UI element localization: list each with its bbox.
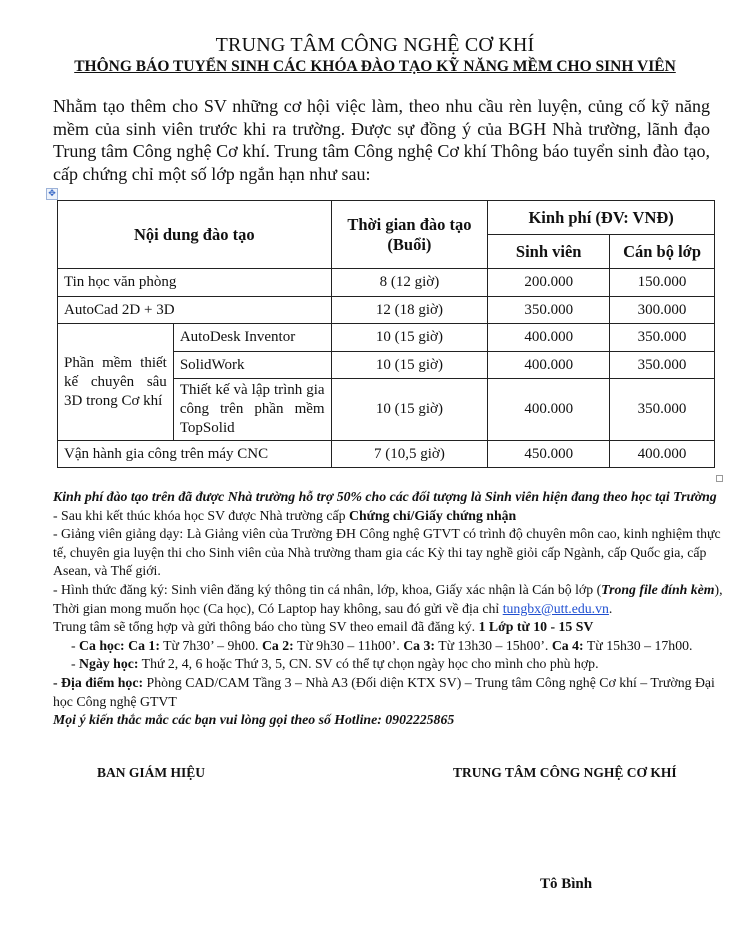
signer-name: Tô Bình: [540, 876, 593, 892]
course-name: SolidWork: [173, 352, 331, 379]
course-duration: 10 (15 giờ): [331, 352, 488, 379]
shifts-label: Ca học:: [79, 637, 125, 653]
course-duration: 8 (12 giờ): [331, 269, 488, 297]
course-group-label: Phần mềm thiết kế chuyên sâu 3D trong Cơ khí: [58, 324, 174, 441]
move-arrows-icon[interactable]: ✥: [46, 188, 58, 200]
course-name: Tin học văn phòng: [58, 269, 332, 297]
email-link[interactable]: tungbx@utt.edu.vn: [502, 600, 609, 616]
register-attach: Trong file đính kèm: [601, 581, 715, 597]
days-note: - Ngày học: Thứ 2, 4, 6 hoặc Thứ 3, 5, CN. SV có thể tự chọn ngày học cho mình cho phù hợp.: [71, 656, 599, 672]
summary-text: Trung tâm sẽ tổng hợp và gửi thông báo cho tùng SV theo email đã đăng ký.: [53, 619, 479, 635]
fee-student: 400.000: [488, 324, 610, 352]
register-text: - Hình thức đăng ký: Sinh viên đăng ký thông tin cá nhân, lớp, khoa, Giấy xác nhận là Cán bộ lớp (: [53, 581, 602, 597]
shift-label: Ca 1:: [128, 637, 160, 653]
fee-student: 350.000: [488, 297, 610, 324]
days-label: Ngày học:: [79, 656, 139, 672]
register-note: [53, 581, 723, 618]
fee-officer: 400.000: [610, 441, 715, 468]
support-note: Kinh phí đào tạo trên đã được Nhà trường hỗ trợ 50% cho các đối tượng là Sinh viên hiện đang theo học tại Trường: [53, 489, 717, 504]
intro-paragraph: Nhằm tạo thêm cho SV những cơ hội việc làm, theo nhu cầu rèn luyện, củng cố kỹ năng mềm của sinh viên trước khi ra trường. Được sự đồng ý của BGH Nhà trường, lãnh đạo Trung tâm Công nghệ Cơ khí. Trung tâm Công nghệ Cơ khí Thông báo tuyển sinh đào tạo, cấp chứng chỉ một số lớp ngắn hạn như sau:: [53, 96, 710, 184]
location-label: - Địa điểm học:: [53, 674, 144, 690]
shifts-note: - Ca học: Ca 1: Từ 7h30’ – 9h00. Ca 2: Từ 9h30 – 11h00’. Ca 3: Từ 13h30 – 15h00’. Ca 4: Từ 15h30 – 17h00.: [71, 637, 693, 653]
fee-officer: 350.000: [610, 352, 715, 379]
fee-table: [57, 200, 715, 468]
course-name: Vận hành gia công trên máy CNC: [58, 441, 332, 468]
shift-time: Từ 9h30 – 11h00’.: [296, 637, 400, 653]
certificate-bold: Chứng chỉ/Giấy chứng nhận: [348, 507, 517, 523]
register-mid: ), Thời gian mong muốn học (Ca học), Có Laptop hay không, sau đó gửi về địa chỉ: [53, 581, 723, 616]
fee-officer: 150.000: [610, 269, 715, 297]
course-name: AutoCad 2D + 3D: [58, 297, 332, 324]
course-name: Thiết kế và lập trình gia công trên phần mềm TopSolid: [173, 379, 331, 441]
fee-student: 200.000: [488, 269, 610, 297]
course-duration: 7 (10,5 giờ): [331, 441, 488, 468]
signature-left: BAN GIÁM HIỆU: [97, 765, 206, 780]
certificate-text: - Sau khi kết thúc khóa học SV được Nhà trường cấp: [53, 507, 349, 523]
document-title: TRUNG TÂM CÔNG NGHỆ CƠ KHÍ: [215, 34, 535, 56]
header-fee: Kinh phí (ĐV: VNĐ): [488, 201, 715, 235]
days-text: Thứ 2, 4, 6 hoặc Thứ 3, 5, CN. SV có thể tự chọn ngày học cho mình cho phù hợp.: [141, 656, 599, 672]
fee-officer: 300.000: [610, 297, 715, 324]
fee-student: 400.000: [488, 379, 610, 441]
header-class-officer: Cán bộ lớp: [610, 235, 715, 269]
course-duration: 10 (15 giờ): [331, 379, 488, 441]
header-content: Nội dung đào tạo: [58, 201, 332, 269]
class-size: 1 Lớp từ 10 - 15 SV: [478, 619, 594, 635]
course-duration: 10 (15 giờ): [331, 324, 488, 352]
signature-right: TRUNG TÂM CÔNG NGHỆ CƠ KHÍ: [453, 765, 677, 780]
shift-label: Ca 4:: [551, 637, 584, 653]
location-note: [53, 674, 723, 711]
document-subtitle: THÔNG BÁO TUYỂN SINH CÁC KHÓA ĐÀO TẠO KỸ NĂNG MỀM CHO SINH VIÊN: [74, 58, 676, 75]
hotline-note: Mọi ý kiến thắc mắc các bạn vui lòng gọi theo số Hotline: 0902225865: [53, 712, 455, 728]
register-end: .: [608, 600, 613, 616]
header-student: Sinh viên: [488, 235, 610, 269]
course-duration: 12 (18 giờ): [331, 297, 488, 324]
shift-time: Từ 15h30 – 17h00.: [586, 637, 693, 653]
notes-section: [53, 488, 723, 730]
summary-note: [53, 618, 723, 637]
location-text: Phòng CAD/CAM Tầng 3 – Nhà A3 (Đối diện KTX SV) – Trung tâm Công nghệ Cơ khí – Trường Đại học Công nghệ GTVT: [53, 674, 715, 709]
table-row: [58, 297, 715, 324]
table-row: [58, 269, 715, 297]
table-row: [58, 441, 715, 468]
fee-officer: 350.000: [610, 324, 715, 352]
lecturer-note: - Giảng viên giảng dạy: Là Giảng viên của Trường ĐH Công nghệ GTVT có trình độ chuyên môn cao, kinh nghiệm thực tế, chuyên gia luyện thi cho Sinh viên của Nhà trường tham gia các Kỳ thi tay nghề giỏi cấp Ngành, cấp Quốc gia, cấp Asean, và Thế giới.: [53, 526, 721, 579]
fee-officer: 350.000: [610, 379, 715, 441]
shift-time: Từ 7h30’ – 9h00.: [163, 637, 259, 653]
fee-student: 400.000: [488, 352, 610, 379]
table-row: [58, 324, 715, 352]
table-resize-handle[interactable]: [716, 475, 723, 482]
shift-label: Ca 2:: [261, 637, 294, 653]
header-duration: Thời gian đào tạo (Buổi): [331, 201, 488, 269]
certificate-note: [53, 507, 723, 526]
shift-label: Ca 3:: [403, 637, 435, 653]
fee-student: 450.000: [488, 441, 610, 468]
course-name: AutoDesk Inventor: [173, 324, 331, 352]
shift-time: Từ 13h30 – 15h00’.: [438, 637, 549, 653]
